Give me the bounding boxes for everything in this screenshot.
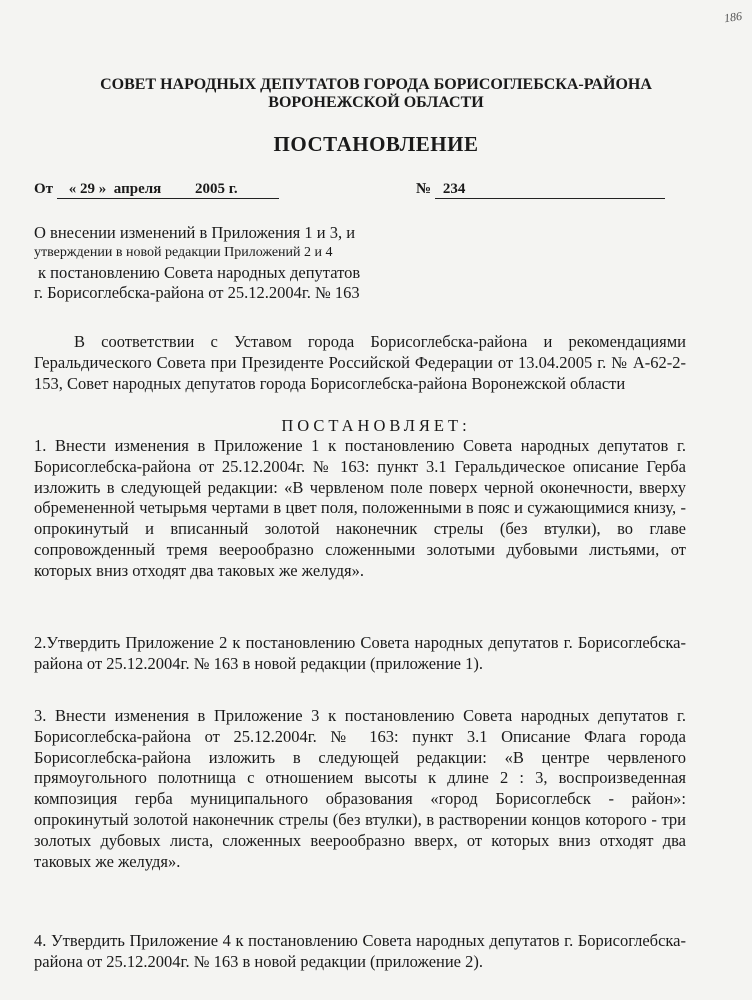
council-line-2: ВОРОНЕЖСКОЙ ОБЛАСТИ — [268, 94, 484, 111]
decree-item-3-text: 3. Внести изменения в Приложение 3 к постановлению Совета народных депутатов г. Борисоглебска-района от 25.12.2004г. № 163: пункт 3.1 Описание Флага города Борисоглебска-района изложить в следующей редакции: «В центре червленого прямоугольного полотнища с отношением высоты к длине 2 : 3, воспроизведенная композиция герба муниципального образования «город Борисоглебск - район»: опрокинутый золотой наконечник стрелы (без втулки), в растворении концов которого - три золотых дубовых листа, сложенных веерообразно вверх, от которых вниз отходят два таковых же желудя». — [34, 706, 686, 871]
date-day: « 29 » — [68, 181, 107, 197]
decree-item-4 — [34, 931, 686, 973]
council-name — [0, 76, 752, 112]
date-year: 2005 г. — [195, 181, 238, 197]
number-line — [416, 181, 665, 199]
decree-word: ПОСТАНОВЛЯЕТ: — [281, 416, 471, 435]
subject-line-4: г. Борисоглебска-района от 25.12.2004г. № 163 — [34, 283, 360, 302]
date-line — [34, 181, 279, 199]
preamble-paragraph — [34, 332, 686, 394]
decree-item-4-text: 4. Утвердить Приложение 4 к постановлению Совета народных депутатов г. Борисоглебска-района от 25.12.2004г. № 163 в новой редакции (приложение 2). — [34, 931, 686, 971]
subject-line-1: О внесении изменений в Приложения 1 и 3, и — [34, 223, 356, 242]
number-sign: № — [416, 181, 432, 197]
decree-item-2-text: 2.Утвердить Приложение 2 к постановлению Совета народных депутатов г. Борисоглебска-района от 25.12.2004г. № 163 в новой редакции (приложение 1). — [34, 633, 686, 673]
subject-line-2: утверждении в новой редакции Приложений 2 и 4 — [34, 245, 333, 260]
decree-item-2 — [34, 633, 686, 675]
preamble-text: В соответствии с Уставом города Борисоглебска-района и рекомендациями Геральдического Совета при Президенте Российской Федерации от 13.04.2005 г. № А-62-2-153, Совет народных депутатов города Борисоглебска-района Воронежской области — [34, 332, 686, 393]
date-prefix: От — [34, 181, 54, 197]
decree-item-3 — [34, 706, 686, 872]
decree-item-1-text: 1. Внести изменения в Приложение 1 к постановлению Совета народных депутатов г. Борисоглебска-района от 25.12.2004г. № 163: пункт 3.1 Геральдическое описание Герба изложить в следующей редакции: «В червленом поле поверх черной оконечности, вверху обремененной четырьмя чертами в цвет поля, положенными в пояс и сужающимися книзу, - опрокинутый и вписанный золотой наконечник стрелы (без втулки), во главе сопровожденный тремя веерообразно сложенными золотыми дубовыми листьями, от которых вниз отходят два таковых же желудя». — [34, 436, 686, 580]
date-month: апреля — [113, 181, 162, 197]
document-type-title: ПОСТАНОВЛЕНИЕ — [273, 132, 479, 156]
document-number: 234 — [435, 181, 665, 199]
decree-item-1 — [34, 436, 686, 582]
subject-block — [34, 223, 360, 303]
date-field — [57, 181, 279, 199]
page-number: 186 — [723, 8, 743, 26]
subject-line-3: к постановлению Совета народных депутатов — [38, 263, 361, 282]
council-line-1: СОВЕТ НАРОДНЫХ ДЕПУТАТОВ ГОРОДА БОРИСОГЛЕБСКА-РАЙОНА — [100, 76, 652, 93]
